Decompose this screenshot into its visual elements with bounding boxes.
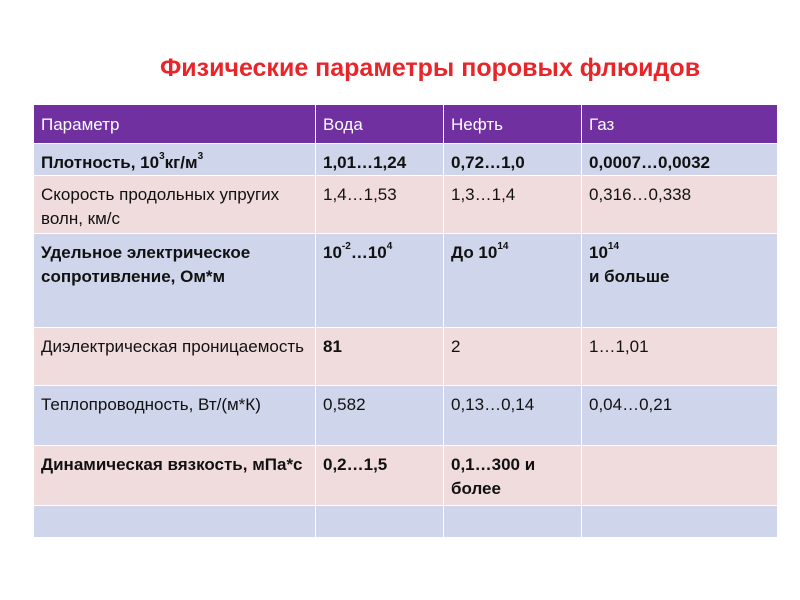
cell-oil — [444, 234, 582, 328]
cell-gas — [582, 234, 778, 328]
cell-gas: 1…1,01 — [582, 328, 778, 386]
cell-text: До 10 — [451, 243, 498, 262]
cell-water: 1,4…1,53 — [316, 176, 444, 234]
table-row-empty — [34, 506, 778, 538]
cell-water: 1,01…1,24 — [316, 144, 444, 176]
header-water: Вода — [316, 105, 444, 144]
superscript: 4 — [386, 241, 393, 253]
cell-parameter: Теплопроводность, Вт/(м*К) — [34, 386, 316, 446]
cell-text: 10 — [323, 243, 342, 262]
cell-water: 81 — [316, 328, 444, 386]
cell-parameter — [34, 144, 316, 176]
superscript: -2 — [341, 241, 351, 253]
table-row-velocity — [34, 176, 778, 234]
cell-text: Плотность, 10 — [41, 153, 160, 172]
table-row-thermal-conductivity — [34, 386, 778, 446]
table-row-permittivity — [34, 328, 778, 386]
superscript: 14 — [607, 241, 620, 253]
header-gas: Газ — [582, 105, 778, 144]
cell-text: …10 — [350, 243, 387, 262]
superscript: 3 — [197, 151, 204, 163]
cell-oil: 0,13…0,14 — [444, 386, 582, 446]
cell-text: и больше — [589, 267, 670, 286]
fluid-parameters-table — [33, 104, 778, 538]
cell-water: 0,2…1,5 — [316, 446, 444, 506]
superscript: 14 — [497, 241, 509, 253]
cell-parameter: Диэлектрическая проницаемость — [34, 328, 316, 386]
cell-text: кг/м — [164, 153, 198, 172]
cell-parameter: Скорость продольных упругих волн, км/с — [34, 176, 316, 234]
table-row-viscosity — [34, 446, 778, 506]
cell-text: 10 — [589, 243, 608, 262]
cell-oil — [444, 506, 582, 538]
cell-parameter — [34, 506, 316, 538]
cell-gas: 0,316…0,338 — [582, 176, 778, 234]
cell-oil: 0,72…1,0 — [444, 144, 582, 176]
cell-oil: 2 — [444, 328, 582, 386]
table-header-row — [34, 105, 778, 144]
header-parameter: Параметр — [34, 105, 316, 144]
table-row-resistivity — [34, 234, 778, 328]
header-oil: Нефть — [444, 105, 582, 144]
cell-gas: 0,04…0,21 — [582, 386, 778, 446]
cell-oil: 0,1…300 и более — [444, 446, 582, 506]
cell-water — [316, 234, 444, 328]
cell-oil: 1,3…1,4 — [444, 176, 582, 234]
cell-water — [316, 506, 444, 538]
cell-water: 0,582 — [316, 386, 444, 446]
cell-gas: 0,0007…0,0032 — [582, 144, 778, 176]
superscript: 3 — [159, 151, 165, 163]
cell-gas — [582, 446, 778, 506]
table-row-density — [34, 144, 778, 176]
cell-gas — [582, 506, 778, 538]
cell-parameter: Динамическая вязкость, мПа*с — [34, 446, 316, 506]
slide-title: Физические параметры поровых флюидов — [159, 54, 701, 82]
cell-parameter: Удельное электрическое сопротивление, Ом*м — [34, 234, 316, 328]
